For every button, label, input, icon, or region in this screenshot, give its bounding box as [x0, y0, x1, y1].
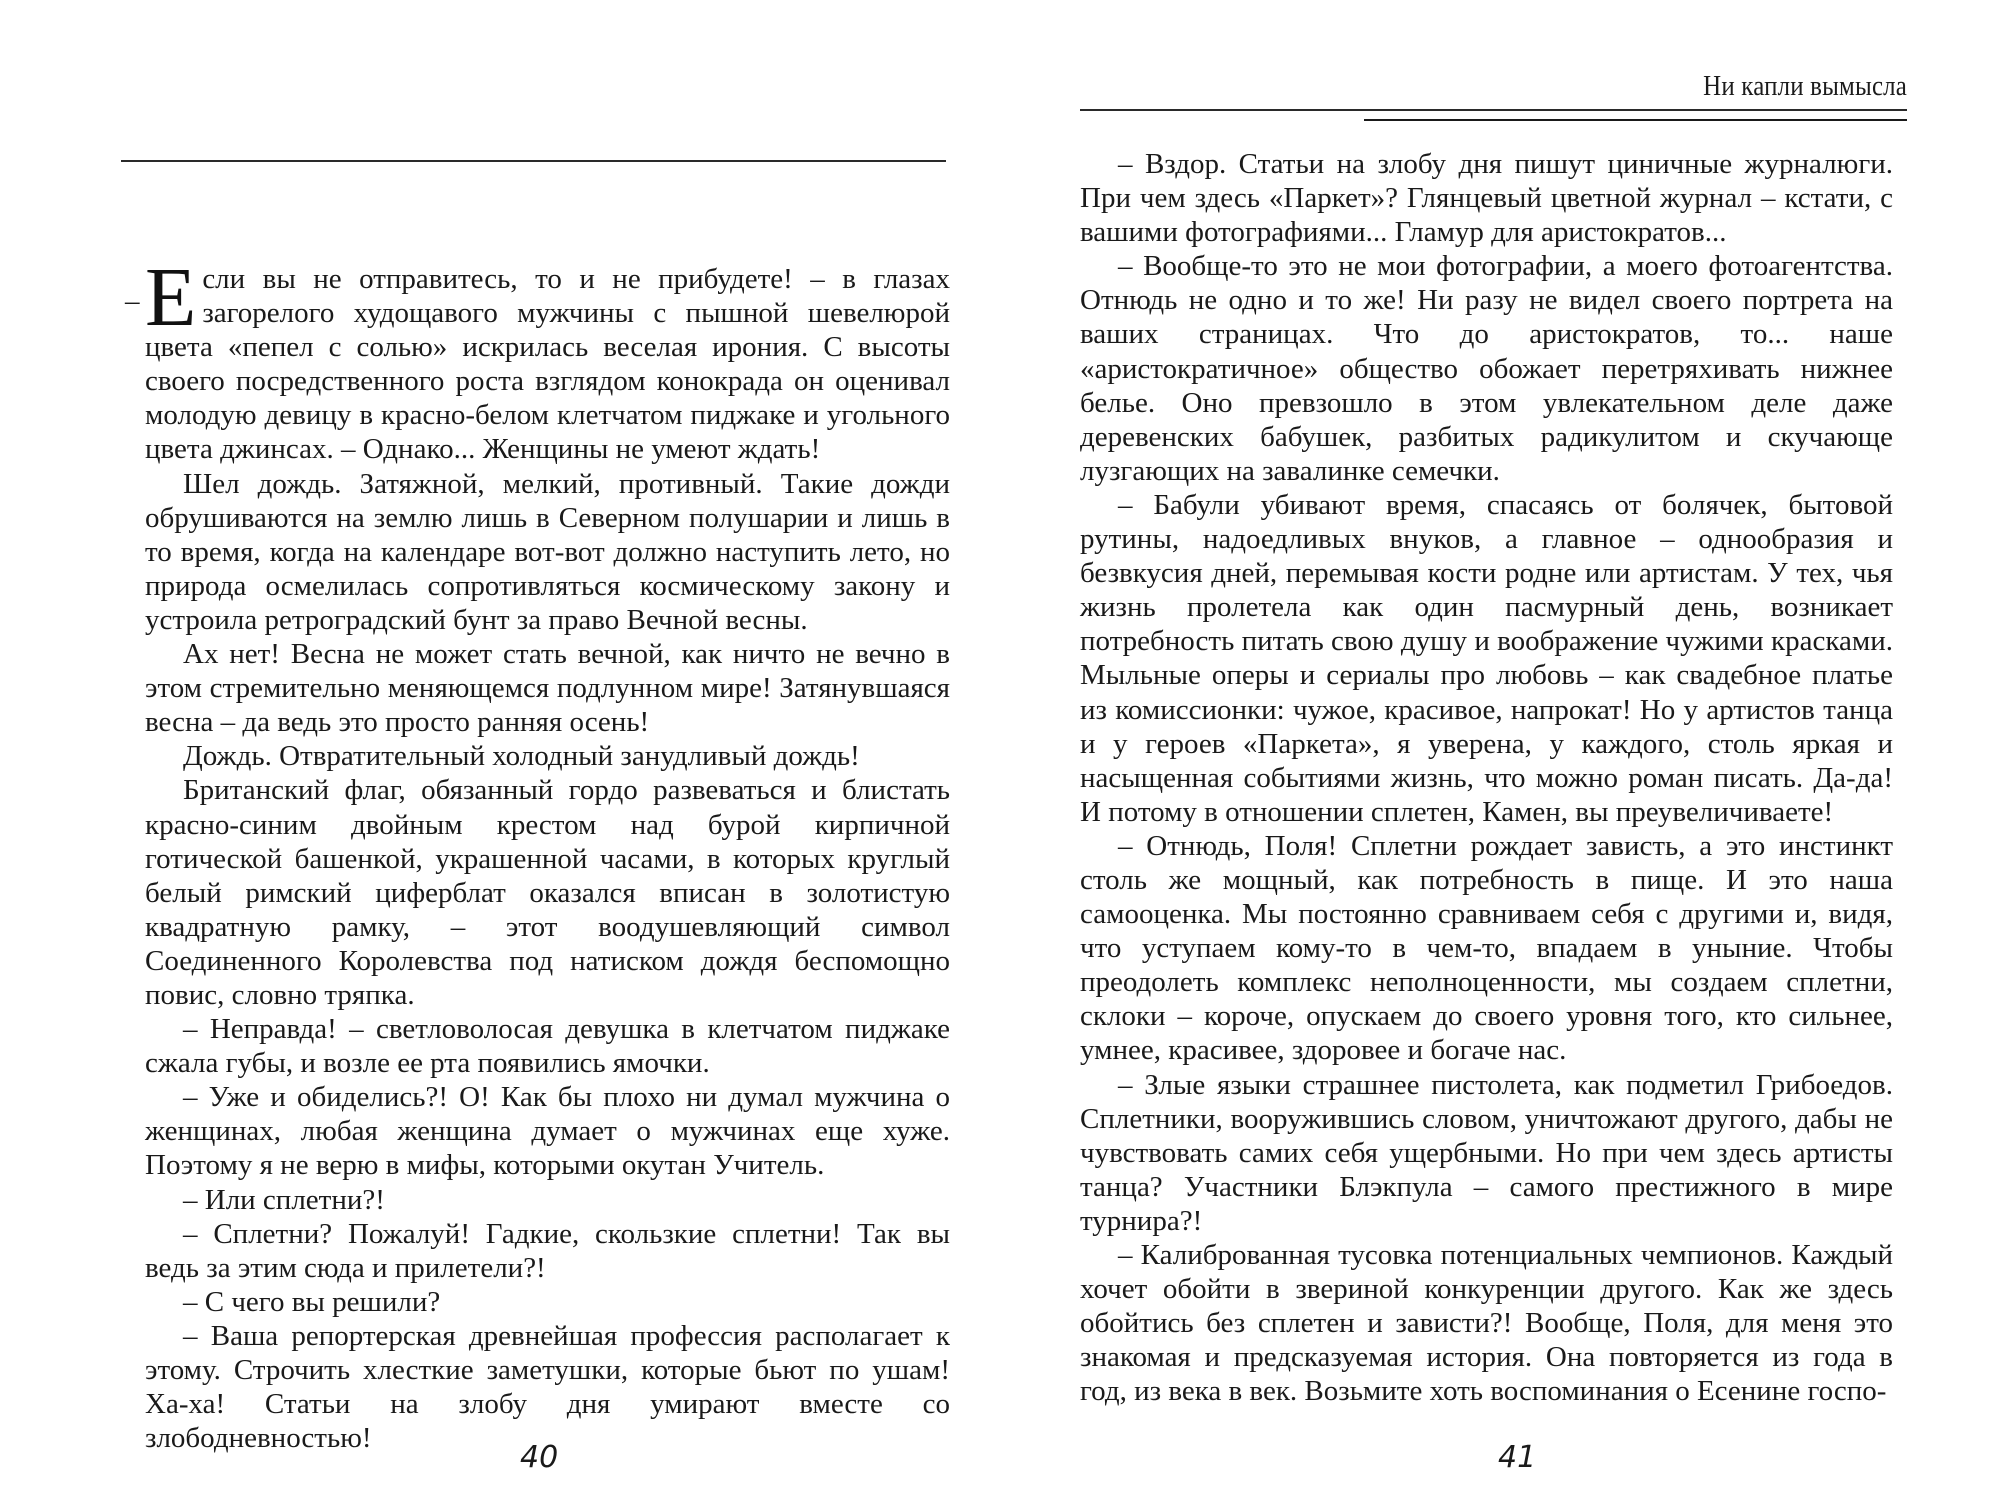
paragraph: – Уже и обиделись?! О! Как бы плохо ни думал мужчина о женщинах, любая женщина думает о мужчинах еще хуже. Поэтому я не верю в мифы, которыми окутан Учитель. — [145, 1081, 950, 1182]
paragraph: – Бабули убивают время, спасаясь от болячек, бытовой рутины, надоедливых внуков, а главное – однообразия и безвкусия дней, перемывая кости родне или артистам. У тех, чья жизнь пролетела как один пасмурный день, возникает потребность питать свою душу и воображение чужими красками. Мыльные оперы и сериалы про любовь – как свадебное платье из комиссионки: чужое, красивое, напрокат! Но у артистов танца и у героев «Паркета», я уверена, у каждого, столь яркая и насыщенная событиями жизнь, что можно роман писать. Да-да! И потому в отношении сплетен, Камен, вы преувеличиваете! — [1080, 488, 1893, 828]
drop-cap: Е — [145, 251, 197, 344]
paragraph: – Отнюдь, Поля! Сплетни рождает зависть, а это инстинкт столь же мощный, как потребность в пище. И это наша самооценка. Мы постоянно сравниваем себя с другими и, видя, что уступаем кому-то в чем-то, впадаем в уныние. Чтобы преодолеть комплекс неполноценности, мы создаем сплетни, склоки – короче, опускаем до своего уровня того, кто сильнее, умнее, красивее, здоровее и богаче нас. — [1080, 829, 1893, 1067]
left-page-body — [125, 251, 950, 1455]
header-rule — [121, 160, 946, 162]
paragraph: Шел дождь. Затяжной, мелкий, противный. Такие дожди обрушиваются на землю лишь в Северном полушарии и лишь в то время, когда на календаре вот-вот должно наступить лето, но природа осмелилась сопротивляться космическому закону и устроила ретроградский бунт за право Вечной весны. — [145, 467, 950, 636]
opening-paragraph — [125, 251, 950, 467]
opening-dash: – — [125, 285, 140, 317]
page-number: 41 — [1498, 1440, 1537, 1475]
paragraph: – Вообще-то это не мои фотографии, а моего фотоагентства. Отнюдь не одно и то же! Ни разу не видел своего портрета на ваших страницах. Что до аристократов, то... наше «аристократичное» общество обожает перетряхивать нижнее белье. Оно превзошло в этом увлекательном деле даже деревенских бабушек, разбитых радикулитом и скучающе лузгающих на завалинке семечки. — [1080, 250, 1893, 487]
paragraph: Ах нет! Весна не может стать вечной, как ничто не вечно в этом стремительно меняющемся подлунном мире! Затянувшаяся весна – да ведь это просто ранняя осень! — [145, 638, 950, 739]
paragraph: – Калиброванная тусовка потенциальных чемпионов. Каждый хочет обойти в звериной конкуренции другого. Как же здесь обойтись без сплетен и зависти?! Вообще, Поля, для меня это знакомая и предсказуемая история. Она повторяется из года в год, из века в век. Возьмите хоть воспоминания о Есенине госпо- — [1080, 1239, 1893, 1408]
paragraph: – С чего вы решили? — [183, 1285, 441, 1318]
opening-text: сли вы не отправитесь, то и не прибудете! – в глазах загорелого худощавого мужчины с пышной шевелюрой цвета «пепел с солью» искрилась веселая ирония. С высоты своего посредственного роста взглядом конокрада он оценивал молодую девицу в красно-белом клетчатом пиджаке и угольного цвета джинсах. – Однако... Женщины не умеют ждать! — [145, 263, 950, 466]
paragraph: – Или сплетни?! — [183, 1183, 385, 1216]
paragraph: – Вздор. Статьи на злобу дня пишут циничные журналюги. При чем здесь «Паркет»? Глянцевый цветной журнал – кстати, с вашими фотографиями... Гламур для аристократов... — [1080, 148, 1893, 249]
header-rule-short — [1364, 119, 1907, 121]
right-page-body — [1080, 147, 1893, 1408]
paragraph: – Злые языки страшнее пистолета, как подметил Грибоедов. Сплетники, вооружившись словом, уничтожают другого, дабы не чувствовать самих себя ущербными. Но при чем здесь артисты танца? Участники Блэкпула – самого престижного в мире турнира?! — [1080, 1068, 1893, 1237]
page-number: 40 — [520, 1440, 559, 1475]
paragraph: Дождь. Отвратительный холодный занудливый дождь! — [183, 740, 860, 773]
paragraph: – Неправда! – светловолосая девушка в клетчатом пиджаке сжала губы, и возле ее рта появились ямочки. — [145, 1013, 950, 1080]
running-head: Ни капли вымысла — [1703, 70, 1907, 102]
paragraph: – Ваша репортерская древнейшая профессия располагает к этому. Строчить хлесткие заметушки, которые бьют по ушам! Ха-ха! Статьи на злобу дня умирают вместе со злободневностью! — [145, 1319, 950, 1455]
paragraph: – Сплетни? Пожалуй! Гадкие, скользкие сплетни! Так вы ведь за этим сюда и прилетели?! — [145, 1217, 950, 1284]
paragraph: Британский флаг, обязанный гордо развеваться и блистать красно-синим двойным крестом над бурой кирпичной готической башенкой, украшенной часами, в которых круглый белый римский циферблат оказался вписан в золотистую квадратную рамку, – этот воодушевляющий символ Соединенного Королевства под натиском дождя беспомощно повис, словно тряпка. — [145, 774, 950, 1011]
right-page — [1000, 0, 2000, 1512]
header-rule — [1080, 109, 1907, 111]
